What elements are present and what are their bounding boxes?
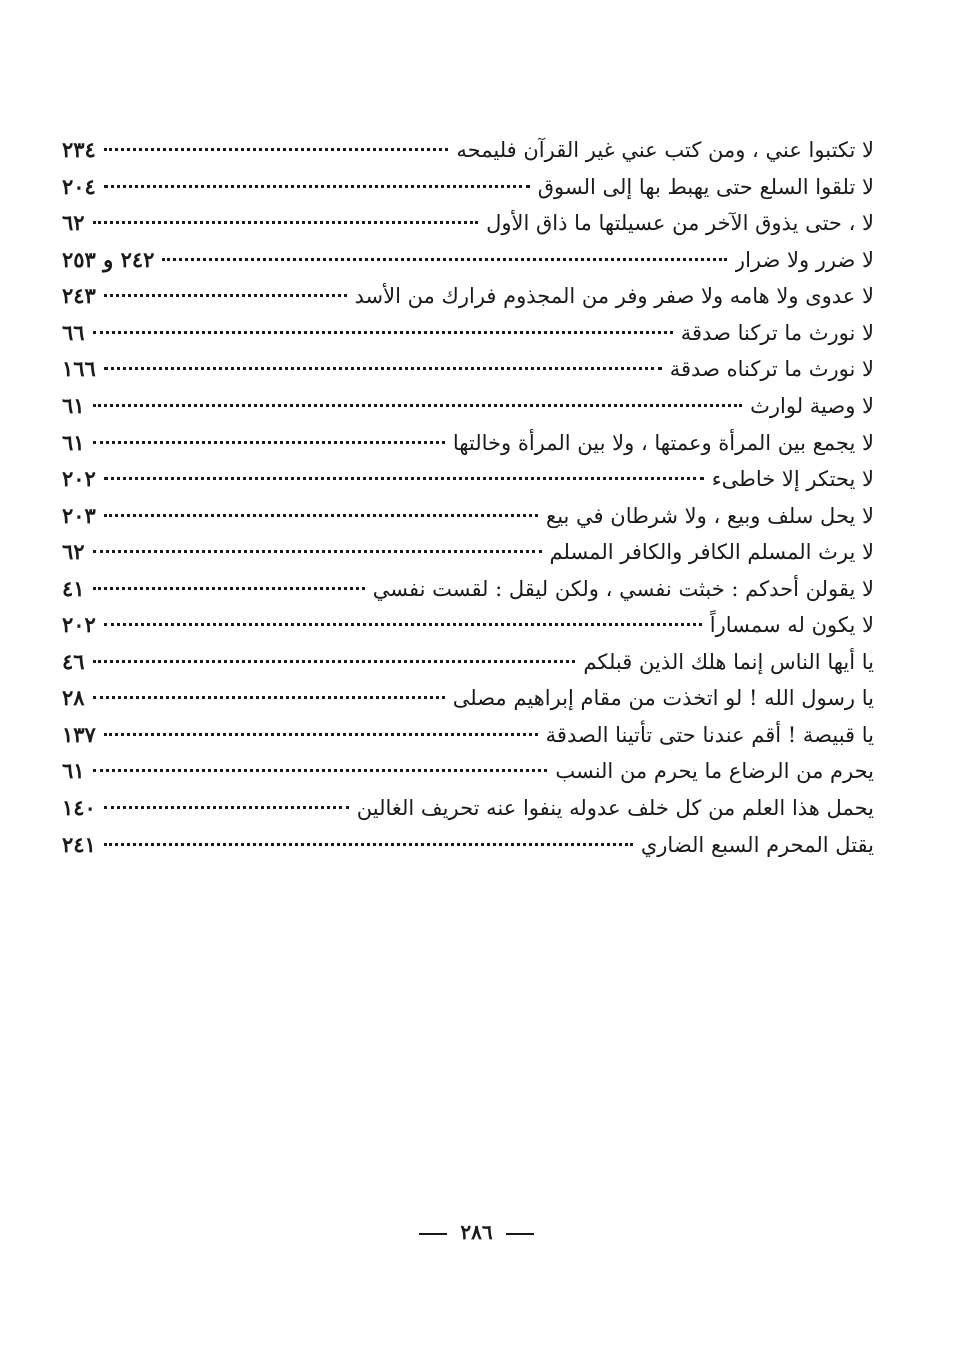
dot-leader xyxy=(93,525,542,553)
entry-text: لا نورث ما تركنا صدقة xyxy=(680,320,874,345)
entry-page-ref: ٢٨ xyxy=(62,685,85,711)
entry-text: يقتل المحرم السبع الضاري xyxy=(640,832,874,857)
entry-text: لا يحل سلف وبيع ، ولا شرطان في بيع xyxy=(546,503,874,528)
dot-leader xyxy=(93,671,445,699)
entry-page-ref: ١٣٧ xyxy=(62,721,96,747)
entry-page-ref: ٢٤٣ xyxy=(62,283,96,309)
entry-page-ref: ١٤٠ xyxy=(62,795,96,821)
dot-leader xyxy=(104,781,349,809)
dot-leader xyxy=(93,744,548,772)
entry-page-ref: ٦١ xyxy=(62,429,85,455)
dot-leader xyxy=(93,562,365,590)
dash-right xyxy=(506,1233,534,1235)
entry-text: لا تلقوا السلع حتى يهبط بها إلى السوق xyxy=(537,174,874,199)
dot-leader xyxy=(93,635,576,663)
entry-page-ref: ٢٠٣ xyxy=(62,502,96,528)
dot-leader xyxy=(104,160,530,188)
dot-leader xyxy=(104,452,704,480)
dot-leader xyxy=(104,817,633,845)
dot-leader xyxy=(104,598,702,626)
dot-leader xyxy=(104,488,538,516)
dot-leader xyxy=(104,342,662,370)
page-number: ٢٨٦ xyxy=(460,1220,493,1244)
dot-leader xyxy=(93,306,673,334)
entry-text: لا يقولن أحدكم : خبثت نفسي ، ولكن ليقل : لقست نفسي xyxy=(372,576,874,601)
entry-text: يا أيها الناس إنما هلك الذين قبلكم xyxy=(583,649,874,674)
entry-text: يحرم من الرضاع ما يحرم من النسب xyxy=(555,759,874,784)
entry-text: يا رسول الله ! لو اتخذت من مقام إبراهيم مصلى xyxy=(452,686,874,711)
dot-leader xyxy=(162,233,726,261)
entry-text: لا وصية لوارث xyxy=(750,394,874,419)
entry-page-ref: ٦١ xyxy=(62,758,85,784)
entry-text: يا قبيصة ! أقم عندنا حتى تأتينا الصدقة xyxy=(545,722,874,747)
entry-text: لا يكون له سمساراً xyxy=(709,613,874,638)
entry-page-ref: ٤٦ xyxy=(62,648,85,674)
entry-page-ref: ٦٢ xyxy=(62,210,85,236)
entry-page-ref: ٢٣٤ xyxy=(62,137,96,163)
dot-leader xyxy=(104,123,449,151)
entry-page-ref: ٦٢ xyxy=(62,539,85,565)
entry-page-ref: ٦٦ xyxy=(62,319,85,345)
entry-page-ref: ٦١ xyxy=(62,393,85,419)
index-entry xyxy=(62,823,874,860)
dot-leader xyxy=(104,269,347,297)
entry-page-ref: ٢٠٤ xyxy=(62,173,96,199)
entry-text: يحمل هذا العلم من كل خلف عدوله ينفوا عنه تحريف الغالين xyxy=(356,796,874,821)
entry-page-ref: ٢٠٢ xyxy=(62,466,96,492)
dot-leader xyxy=(104,708,538,736)
dot-leader xyxy=(93,196,479,224)
entry-text: لا يحتكر إلا خاطىء xyxy=(711,467,874,492)
entry-page-ref: ٢٤١ xyxy=(62,831,96,857)
entry-text: لا عدوى ولا هامه ولا صفر وفر من المجذوم فرارك من الأسد xyxy=(354,284,874,309)
dot-leader xyxy=(93,415,445,443)
entry-text: لا ، حتى يذوق الآخر من عسيلتها ما ذاق الأول xyxy=(486,211,874,236)
entry-text: لا يرث المسلم الكافر والكافر المسلم xyxy=(549,540,874,565)
entry-page-ref: ٢٤٢ و ٢٥٣ xyxy=(62,246,155,272)
dash-left xyxy=(419,1233,447,1235)
entry-page-ref: ٤١ xyxy=(62,575,85,601)
dot-leader xyxy=(93,379,743,407)
entry-text: لا ضرر ولا ضرار xyxy=(734,247,874,272)
entry-text: لا يجمع بين المرأة وعمتها ، ولا بين المرأة وخالتها xyxy=(452,430,874,455)
entry-text: لا نورث ما تركناه صدقة xyxy=(669,357,874,382)
entry-page-ref: ٢٠٢ xyxy=(62,612,96,638)
hadith-index-list xyxy=(62,129,874,860)
entry-page-ref: ١٦٦ xyxy=(62,356,96,382)
entry-text: لا تكتبوا عني ، ومن كتب عني غير القرآن فليمحه xyxy=(456,138,874,163)
page-number-footer xyxy=(0,1220,953,1244)
